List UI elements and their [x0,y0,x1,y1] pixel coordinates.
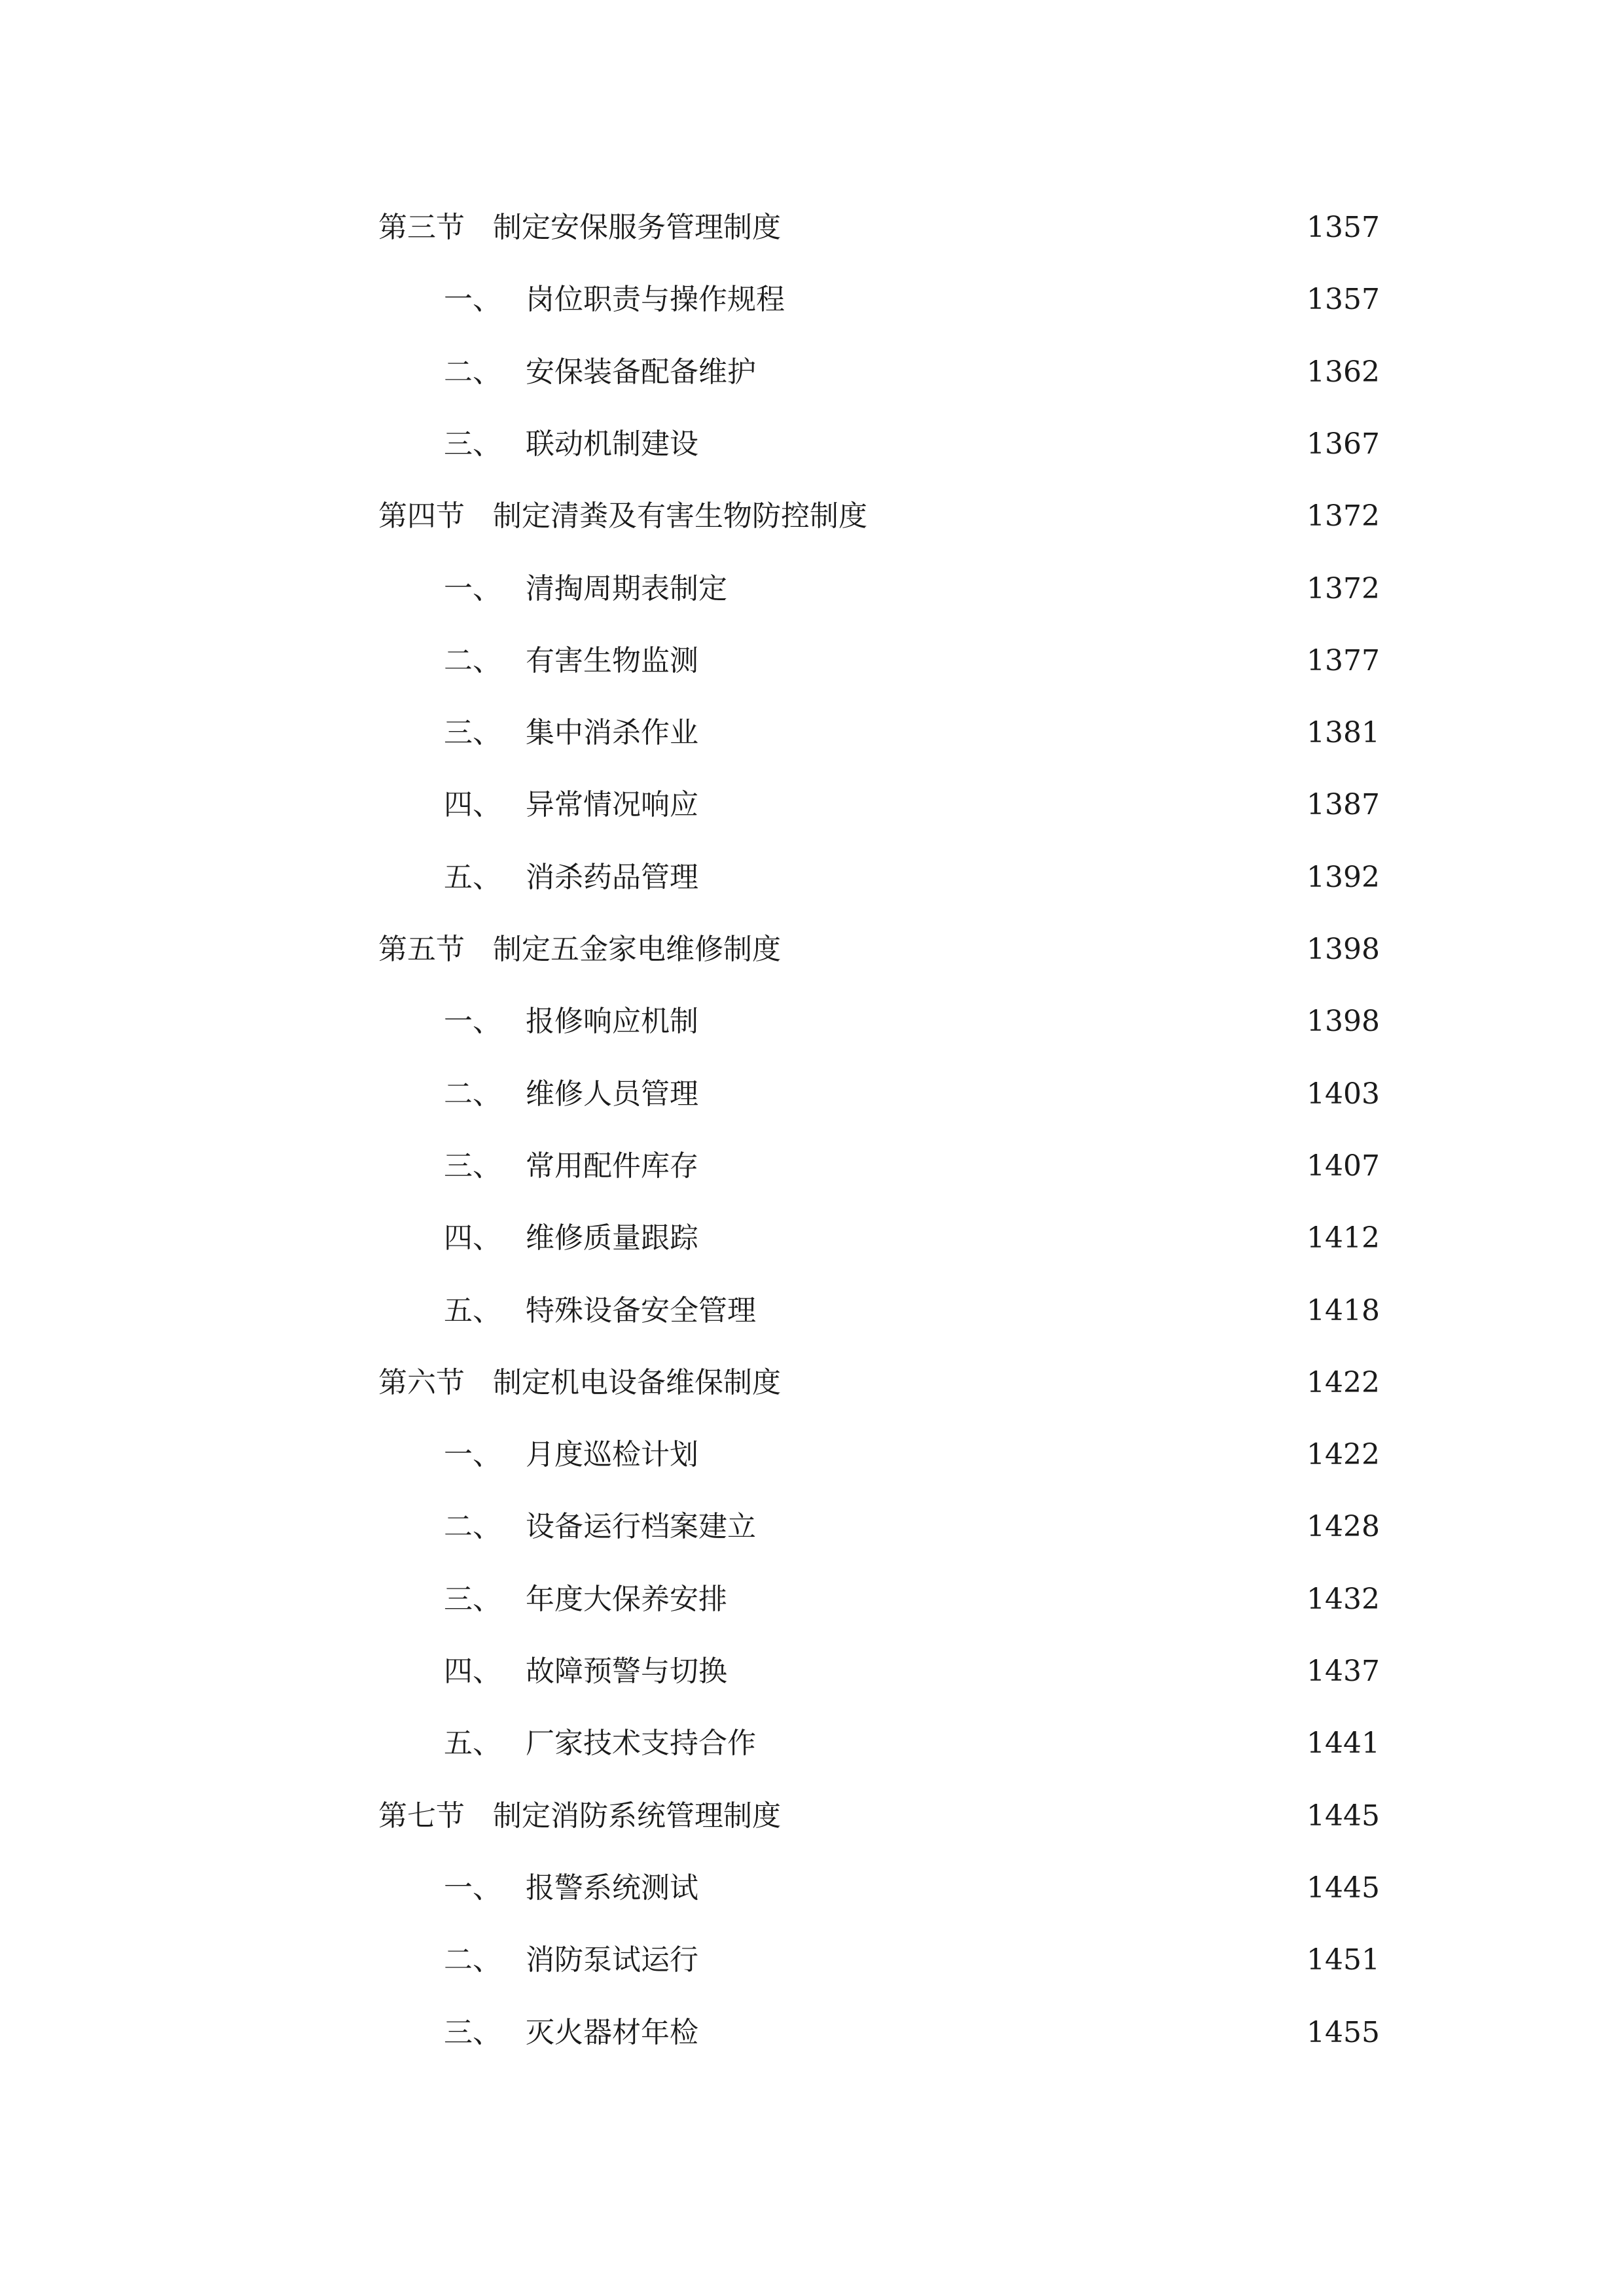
entry-title: 集中消杀作业 [526,716,698,749]
page-number: 1407 [1307,1149,1380,1183]
entry-title: 制定机电设备维保制度 [493,1366,781,1399]
item-number: 一、 [444,1871,501,1905]
dot-leader [705,2007,1299,2059]
page-number: 1437 [1307,1655,1380,1688]
dot-leader [787,1357,1299,1409]
page-number: 1445 [1307,1871,1380,1905]
entry-title: 制定五金家电维修制度 [493,933,781,966]
toc-item-entry[interactable] [444,1645,1380,1698]
dot-leader [705,418,1299,471]
page-number: 1372 [1307,572,1380,605]
dot-leader [787,202,1299,254]
page-number: 1441 [1307,1727,1380,1760]
toc-item-entry[interactable] [444,1140,1380,1193]
toc-item-entry[interactable] [444,563,1380,615]
item-number: 二、 [444,644,501,677]
item-number: 四、 [444,1655,501,1688]
dot-leader [763,1501,1299,1553]
entry-title: 灭火器材年检 [526,2016,698,2049]
toc-item-entry[interactable] [444,1068,1380,1121]
dot-leader [705,1862,1299,1914]
entry-title: 制定消防系统管理制度 [493,1799,781,1833]
item-number: 一、 [444,572,501,605]
page-number: 1392 [1307,861,1380,894]
page-number: 1445 [1307,1799,1380,1833]
toc-section-entry[interactable] [378,1357,1380,1409]
item-number: 一、 [444,1005,501,1038]
entry-title: 消杀药品管理 [526,861,698,894]
item-number: 三、 [444,1149,501,1183]
page-number: 1403 [1307,1077,1380,1111]
page-number: 1422 [1307,1438,1380,1471]
toc-item-entry[interactable] [444,707,1380,759]
entry-title: 月度巡检计划 [526,1438,698,1471]
toc-item-entry[interactable] [444,1573,1380,1626]
page-number: 1418 [1307,1294,1380,1327]
toc-item-entry[interactable] [444,1934,1380,1986]
dot-leader [734,1573,1299,1626]
toc-item-entry[interactable] [444,1717,1380,1770]
toc-item-entry[interactable] [444,1285,1380,1337]
dot-leader [734,563,1299,615]
toc-item-entry[interactable] [444,635,1380,687]
section-number: 第三节 [378,211,465,244]
entry-title: 年度大保养安排 [526,1583,727,1616]
item-number: 三、 [444,716,501,749]
entry-title: 联动机制建设 [526,427,698,461]
dot-leader [787,1790,1299,1842]
dot-leader [705,1140,1299,1193]
dot-leader [705,1429,1299,1481]
page-number: 1398 [1307,1005,1380,1038]
page-number: 1422 [1307,1366,1380,1399]
section-number: 第五节 [378,933,465,966]
page-number: 1398 [1307,933,1380,966]
item-number: 二、 [444,355,501,389]
entry-title: 岗位职责与操作规程 [526,283,785,316]
toc-item-entry[interactable] [444,852,1380,904]
dot-leader [705,779,1299,831]
entry-title: 故障预警与切换 [526,1655,727,1688]
toc-item-entry[interactable] [444,1501,1380,1553]
item-number: 五、 [444,1727,501,1760]
entry-title: 特殊设备安全管理 [526,1294,756,1327]
entry-title: 维修质量跟踪 [526,1221,698,1255]
dot-leader [734,1645,1299,1698]
toc-section-entry[interactable] [378,924,1380,976]
entry-title: 制定安保服务管理制度 [493,211,781,244]
toc-item-entry[interactable] [444,346,1380,399]
item-number: 五、 [444,861,501,894]
dot-leader [787,924,1299,976]
dot-leader [705,852,1299,904]
item-number: 四、 [444,1221,501,1255]
entry-title: 制定清粪及有害生物防控制度 [493,499,867,533]
toc-section-entry[interactable] [378,490,1380,543]
toc-item-entry[interactable] [444,418,1380,471]
toc-section-entry[interactable] [378,202,1380,254]
toc-item-entry[interactable] [444,1862,1380,1914]
item-number: 四、 [444,788,501,821]
page-number: 1377 [1307,644,1380,677]
page-number: 1432 [1307,1583,1380,1616]
dot-leader [763,1717,1299,1770]
section-number: 第四节 [378,499,465,533]
page-number: 1428 [1307,1510,1380,1543]
toc-item-entry[interactable] [444,1429,1380,1481]
entry-title: 异常情况响应 [526,788,698,821]
section-number: 第七节 [378,1799,465,1833]
dot-leader [705,996,1299,1048]
entry-title: 设备运行档案建立 [526,1510,756,1543]
dot-leader [705,1068,1299,1121]
entry-title: 报修响应机制 [526,1005,698,1038]
item-number: 一、 [444,1438,501,1471]
page-number: 1372 [1307,499,1380,533]
section-number: 第六节 [378,1366,465,1399]
toc-item-entry[interactable] [444,996,1380,1048]
page-number: 1387 [1307,788,1380,821]
toc-item-entry[interactable] [444,1212,1380,1265]
item-number: 二、 [444,1077,501,1111]
dot-leader [705,635,1299,687]
page-number: 1455 [1307,2016,1380,2049]
entry-title: 常用配件库存 [526,1149,698,1183]
page-number: 1451 [1307,1943,1380,1977]
toc-section-entry[interactable] [378,1790,1380,1842]
dot-leader [705,1934,1299,1986]
item-number: 一、 [444,283,501,316]
page-number: 1357 [1307,283,1380,316]
dot-leader [763,1285,1299,1337]
item-number: 三、 [444,1583,501,1616]
dot-leader [763,346,1299,399]
dot-leader [791,274,1299,326]
item-number: 二、 [444,1943,501,1977]
item-number: 三、 [444,2016,501,2049]
item-number: 二、 [444,1510,501,1543]
toc-item-entry[interactable] [444,2007,1380,2059]
entry-title: 安保装备配备维护 [526,355,756,389]
entry-title: 维修人员管理 [526,1077,698,1111]
item-number: 三、 [444,427,501,461]
toc-item-entry[interactable] [444,274,1380,326]
page-number: 1381 [1307,716,1380,749]
page-number: 1362 [1307,355,1380,389]
entry-title: 清掏周期表制定 [526,572,727,605]
page-number: 1412 [1307,1221,1380,1255]
entry-title: 厂家技术支持合作 [526,1727,756,1760]
item-number: 五、 [444,1294,501,1327]
dot-leader [874,490,1299,543]
dot-leader [705,1212,1299,1265]
page-number: 1367 [1307,427,1380,461]
toc-item-entry[interactable] [444,779,1380,831]
entry-title: 有害生物监测 [526,644,698,677]
dot-leader [705,707,1299,759]
entry-title: 报警系统测试 [526,1871,698,1905]
page-number: 1357 [1307,211,1380,244]
entry-title: 消防泵试运行 [526,1943,698,1977]
